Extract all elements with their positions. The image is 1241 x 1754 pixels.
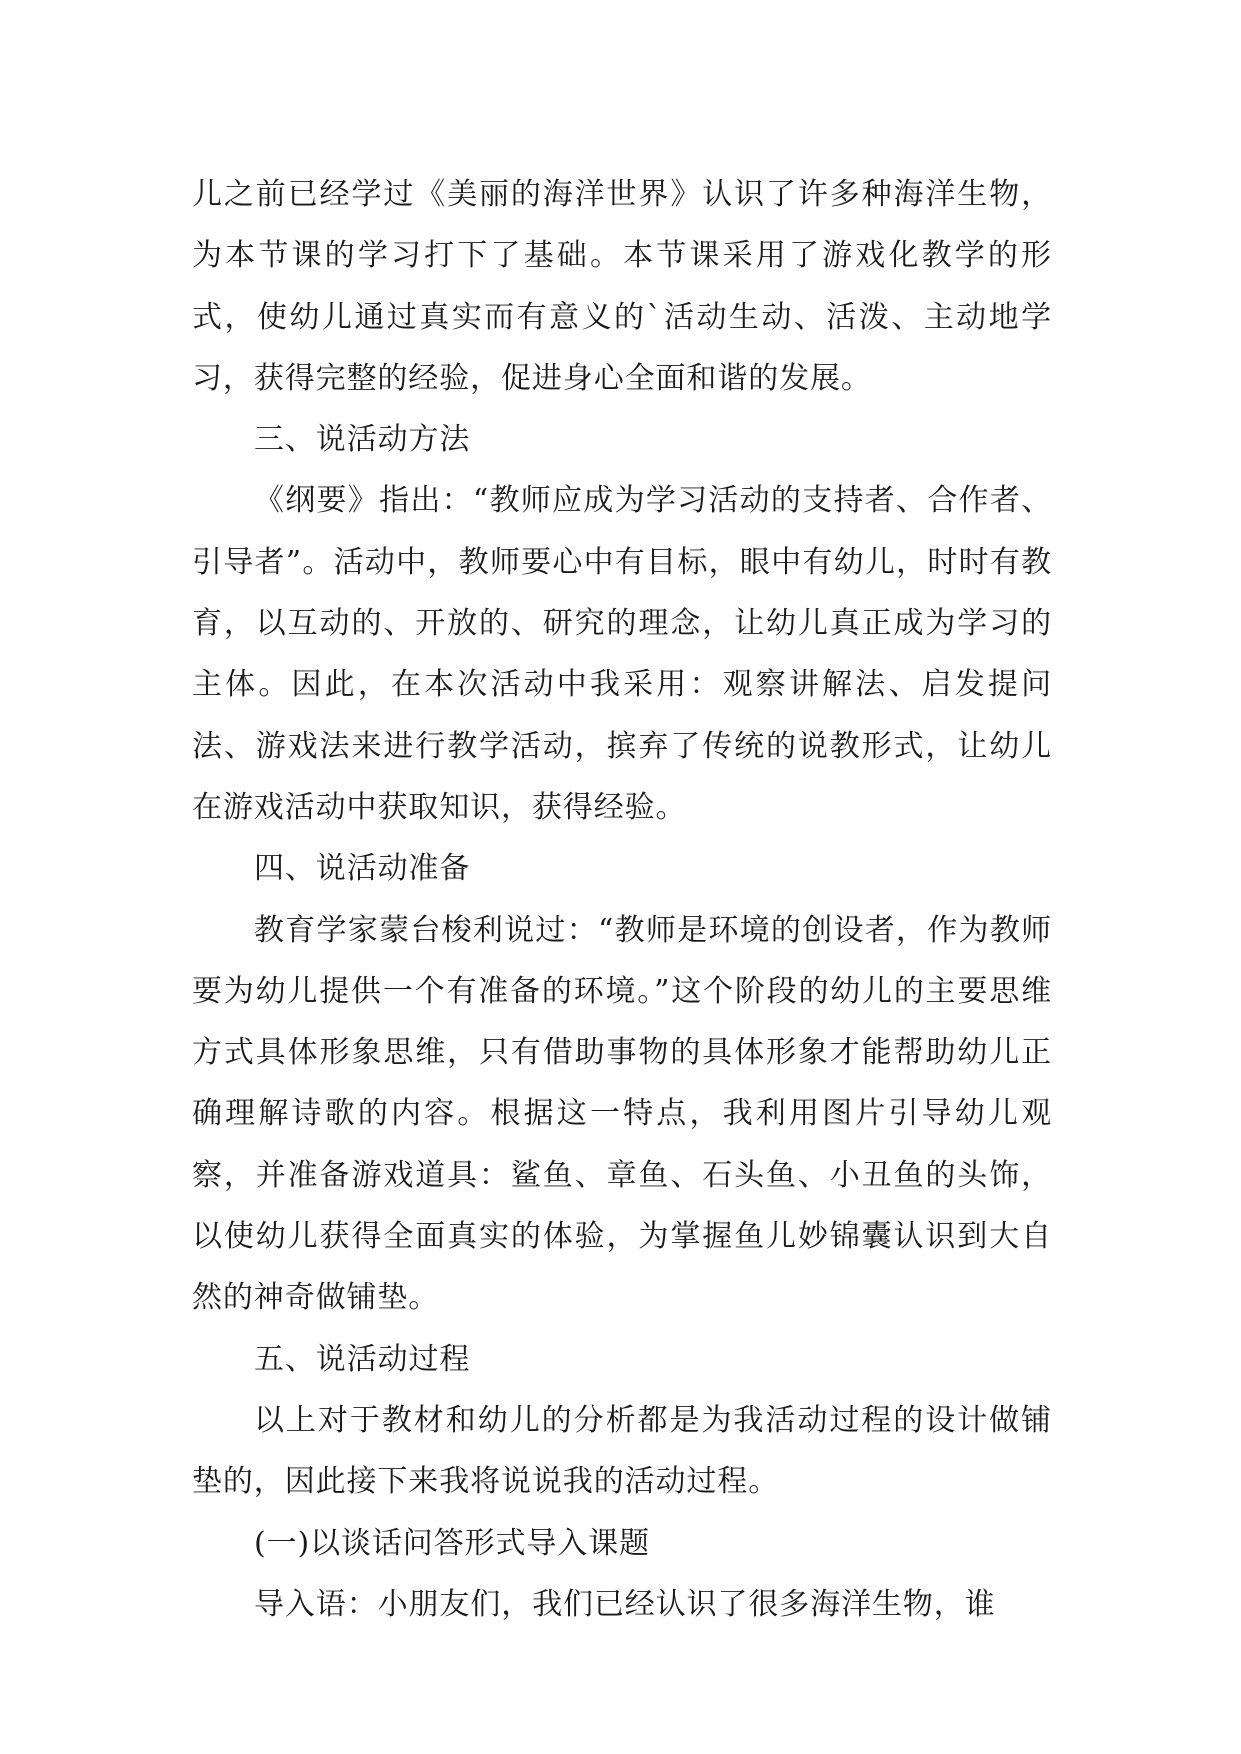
section-heading-preparation: 四、说活动准备 <box>254 851 471 887</box>
paragraph-intro-speech: 导入语：小朋友们，我们已经认识了很多海洋生物，谁 <box>254 1586 996 1622</box>
paragraph-preparation: 教育学家蒙台梭利说过：“教师是环境的创设者，作为教师要为幼儿提供一个有准备的环境。”这个阶段的幼儿的主要思维方式具体形象思维，只有借助事物的具体形象才能帮助幼儿正确理解诗歌的内容。根据这一特点，我利用图片引导幼儿观察，并准备游戏道具：鲨鱼、章鱼、石头鱼、小丑鱼的头饰，以使幼儿获得全面真实的体验，为掌握鱼儿妙锦囊认识到大自然的神奇做铺垫。 <box>192 912 1052 1316</box>
paragraph-methods: 《纲要》指出：“教师应成为学习活动的支持者、合作者、引导者”。活动中，教师要心中有目标，眼中有幼儿，时时有教育，以互动的、开放的、研究的理念，让幼儿真正成为学习的主体。因此，在本次活动中我采用：观察讲解法、启发提问法、游戏法来进行教学活动，摈弃了传统的说教形式，让幼儿在游戏活动中获取知识，获得经验。 <box>192 483 1052 825</box>
paragraph-continuation: 儿之前已经学过《美丽的海洋世界》认识了许多种海洋生物，为本节课的学习打下了基础。本节课采用了游戏化教学的形式，使幼儿通过真实而有意义的`活动生动、活泼、主动地学习，获得完整的经验，促进身心全面和谐的发展。 <box>192 177 1052 396</box>
subsection-heading-intro: (一)以谈话问答形式导入课题 <box>254 1525 651 1561</box>
section-heading-methods: 三、说活动方法 <box>254 422 471 458</box>
section-heading-process: 五、说活动过程 <box>254 1341 471 1377</box>
paragraph-process-intro: 以上对于教材和幼儿的分析都是为我活动过程的设计做铺垫的，因此接下来我将说说我的活动过程。 <box>192 1402 1052 1500</box>
document-body <box>192 164 1052 1635</box>
